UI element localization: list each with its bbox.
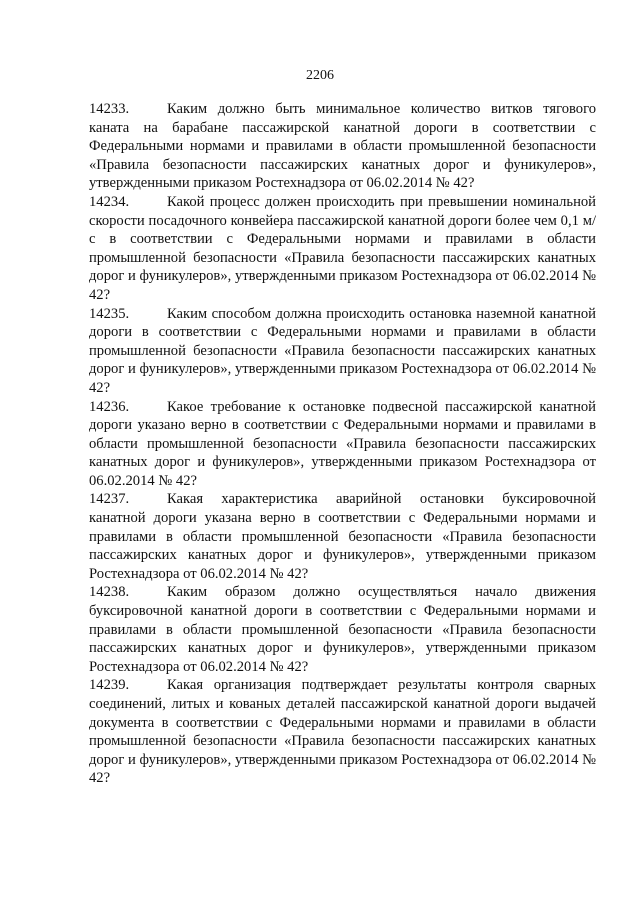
question-text: Какое требование к остановке подвесной пассажирской канатной дороги указано верно в соответствии с Федеральными нормами и правилами в области промышленной безопасности «Правила безопасности пассажирских канатных дорог и фуникулеров», утвержденными приказом Ростехнадзора от 06.02.2014 № 42? xyxy=(89,398,596,489)
question-number: 14239. xyxy=(89,677,130,694)
question-text: Какая организация подтверждает результаты контроля сварных соединений, литых и кованых деталей пассажирской канатной дороги выдачей документа в соответствии с Федеральными нормами и правилами в области промышленной безопасности «Правила безопасности пассажирских канатных дорог и фуникулеров», утвержденными приказом Ростехнадзора от 06.02.2014 № 42? xyxy=(89,677,596,787)
question-number: 14233. xyxy=(89,101,130,117)
question-list xyxy=(89,100,596,788)
question-number: 14235. xyxy=(89,305,130,322)
question-14233 xyxy=(89,100,596,193)
question-text: Каким образом должно осуществляться начало движения буксировочной канатной дороги в соответствии с Федеральными нормами и правилами в области промышленной безопасности «Правила безопасности пассажирских канатных дорог и фуникулеров», утвержденными приказом Ростехнадзора от 06.02.2014 № 42? xyxy=(89,584,596,675)
question-text: Какой процесс должен происходить при превышении номинальной скорости посадочного конвейера пассажирской канатной дороги более чем 0,1 м/с в соответствии с Федеральными нормами и правилами в области промышленной безопасности «Правила безопасности пассажирских канатных дорог и фуникулеров», утвержденными приказом Ростехнадзора от 06.02.2014 № 42? xyxy=(89,193,596,303)
question-text: Какая характеристика аварийной остановки буксировочной канатной дороги указана верно в соответствии с Федеральными нормами и правилами в области промышленной безопасности «Правила безопасности пассажирских канатных дорог и фуникулеров», утвержденными приказом Ростехнадзора от 06.02.2014 № 42? xyxy=(89,491,596,582)
question-number: 14238. xyxy=(89,584,130,601)
question-14239 xyxy=(89,676,596,788)
page-number: 2206 xyxy=(306,68,334,83)
question-number: 14236. xyxy=(89,398,130,415)
question-text: Каким способом должна происходить остановка наземной канатной дороги в соответствии с Федеральными нормами и правилами в области промышленной безопасности «Правила безопасности пассажирских канатных дорог и фуникулеров», утвержденными приказом Ростехнадзора от 06.02.2014 № 42? xyxy=(89,305,596,396)
question-14235 xyxy=(89,305,596,398)
question-14238 xyxy=(89,583,596,676)
question-text: Каким должно быть минимальное количество витков тягового каната на барабане пассажирской канатной дороги в соответствии с Федеральными нормами и правилами в области промышленной безопасности «Правила безопасности пассажирских канатных дорог и фуникулеров», утвержденными приказом Ростехнадзора от 06.02.2014 № 42? xyxy=(89,101,596,192)
question-14236 xyxy=(89,398,596,491)
question-14234 xyxy=(89,193,596,305)
question-number: 14234. xyxy=(89,193,130,210)
question-number: 14237. xyxy=(89,491,130,508)
question-14237 xyxy=(89,490,596,583)
